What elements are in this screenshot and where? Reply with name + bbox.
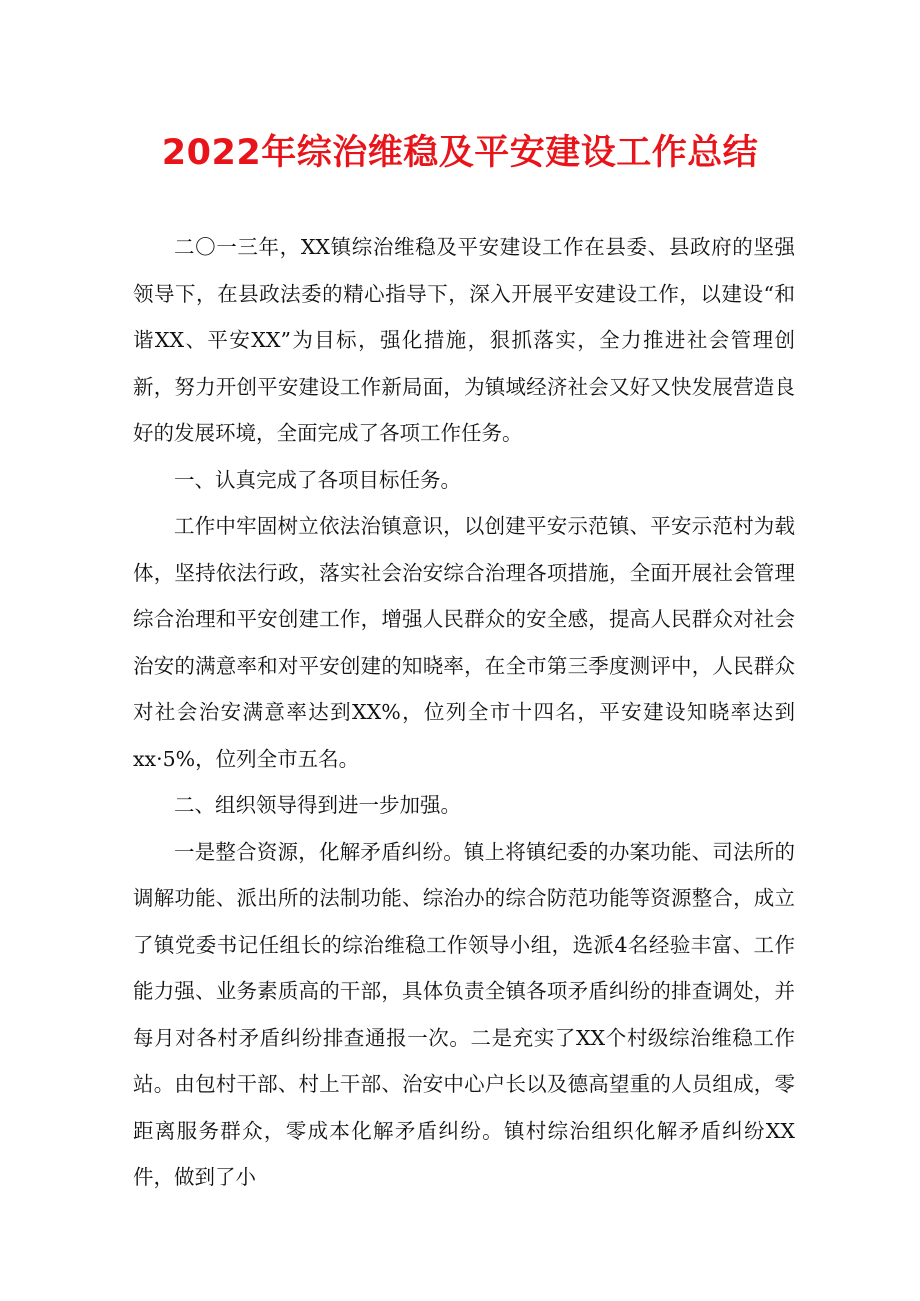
section-heading-1: 一、认真完成了各项目标任务。 xyxy=(174,467,461,492)
document-title: 2022年综治维稳及平安建设工作总结 xyxy=(161,133,759,173)
paragraph-section-2: 一是整合资源，化解矛盾纠纷。镇上将镇纪委的办案功能、司法所的调解功能、派出所的法制功能、综治办的综合防范功能等资源整合，成立了镇党委书记任组长的综治维稳工作领导小组，选派4名经验丰富、工作能力强、业务素质高的干部，具体负责全镇各项矛盾纠纷的排查调处，并每月对各村矛盾纠纷排查通报一次。二是充实了XX个村级综治维稳工作站。由包村干部、村上干部、治安中心户长以及德高望重的人员组成，零距离服务群众，零成本化解矛盾纠纷。镇村综治组织化解矛盾纠纷XX件，做到了小 xyxy=(133,839,795,1189)
document-body xyxy=(133,224,795,1201)
section-heading-2: 二、组织领导得到进一步加强。 xyxy=(174,793,461,817)
paragraph-section-1: 工作中牢固树立依法治镇意识，以创建平安示范镇、平安示范村为载体，坚持依法行政，落实社会治安综合治理各项措施，全面开展社会管理综合治理和平安创建工作，增强人民群众的安全感，提高人民群众对社会治安的满意率和对平安创建的知晓率，在全市第三季度测评中，人民群众对社会治安满意率达到XX%，位列全市十四名，平安建设知晓率达到xx·5%，位列全市五名。 xyxy=(133,514,795,771)
paragraph-intro: 二〇一三年，XX镇综治维稳及平安建设工作在县委、县政府的坚强领导下，在县政法委的精心指导下，深入开展平安建设工作，以建设“和谐XX、平安XX”为目标，强化措施，狠抓落实，全力推进社会管理创新，努力开创平安建设工作新局面，为镇域经济社会又好又快发展营造良好的发展环境，全面完成了各项工作任务。 xyxy=(133,235,795,445)
